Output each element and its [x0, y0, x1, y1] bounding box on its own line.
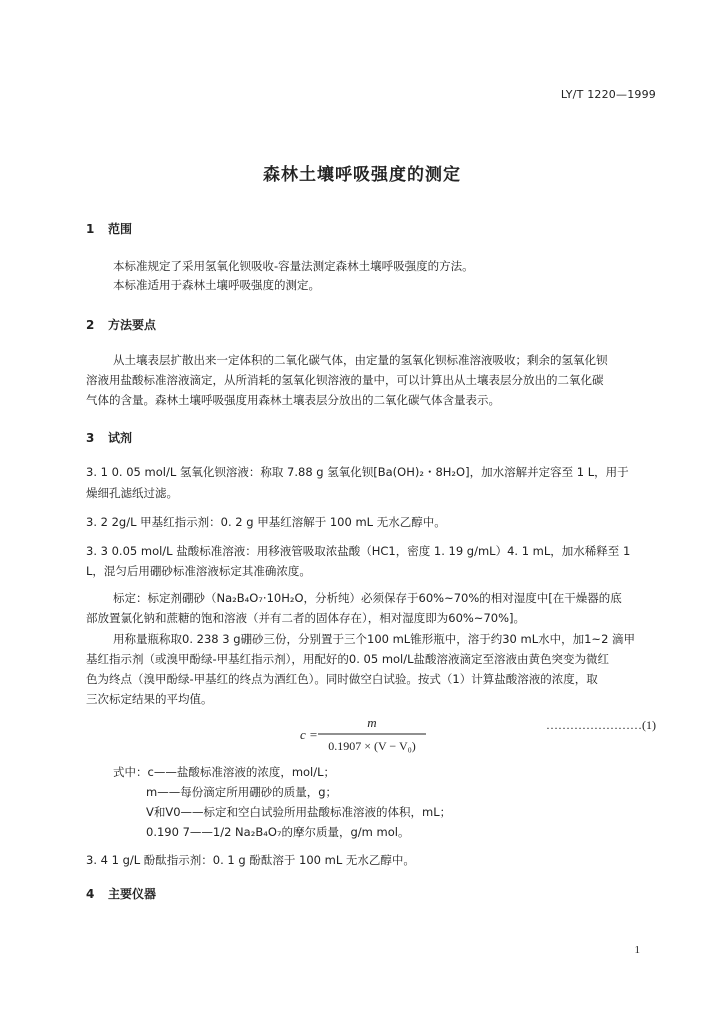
reagent-3-1-cont: 燥细孔滤纸过滤。 — [86, 486, 178, 500]
page-number: 1 — [634, 944, 640, 956]
procedure-line: 三次标定结果的平均值。 — [86, 692, 213, 706]
reagent-3-3-cont: L，混匀后用硼砂标准溶液标定其准确浓度。 — [86, 564, 311, 578]
formula-numerator: m — [367, 715, 377, 730]
formula-legend-3: V和V0——标定和空白试验所用盐酸标准溶液的体积，mL； — [146, 805, 452, 819]
formula-denominator: 0.1907 × (V − V₀) — [328, 739, 416, 753]
formula-number: ……………………(1) — [546, 718, 656, 732]
section-heading-3 — [86, 429, 132, 446]
formula-graphic — [300, 712, 430, 756]
calibration-line: 部放置氯化钠和蔗糖的饱和溶液（并有二者的固体存在），相对湿度即为60%~70%]。 — [86, 611, 525, 625]
formula-legend-4: 0.190 7——1/2 Na₂B₄O₇的摩尔质量，g/m mol。 — [146, 825, 410, 839]
section-number: 1 — [86, 222, 95, 236]
formula-legend-1: 式中：c——盐酸标准溶液的浓度，mol/L； — [113, 765, 336, 779]
section-heading-4 — [86, 885, 156, 902]
paragraph-line: 气体的含量。森林土壤呼吸强度用森林土壤表层分放出的二氧化碳气体含量表示。 — [86, 393, 500, 407]
page-title: 森林土壤呼吸强度的测定 — [263, 165, 461, 185]
procedure-line: 基红指示剂（或溴甲酚绿-甲基红指示剂），用配好的0. 05 mol/L盐酸溶液滴定至溶液由黄色突变为微红 — [86, 652, 610, 666]
paragraph-line: 溶液用盐酸标准溶液滴定，从所消耗的氢氧化钡溶液的量中，可以计算出从土壤表层分放出的二氧化碳 — [86, 373, 604, 387]
section-number: 2 — [86, 318, 95, 332]
formula-lhs: c = — [300, 727, 318, 742]
section-title: 方法要点 — [108, 318, 157, 332]
paragraph-line: 从土壤表层扩散出来一定体积的二氧化碳气体，由定量的氢氧化钡标准溶液吸收；剩余的氢氧化钡 — [113, 353, 608, 367]
formula — [300, 712, 430, 756]
section-title: 范围 — [108, 222, 133, 236]
reagent-3-4: 3. 4 1 g/L 酚酞指示剂：0. 1 g 酚酞溶于 100 mL 无水乙醇中。 — [86, 853, 415, 867]
section-number: 3 — [86, 431, 95, 445]
reagent-3-2: 3. 2 2g/L 甲基红指示剂：0. 2 g 甲基红溶解于 100 mL 无水乙醇中。 — [86, 515, 446, 529]
section-number: 4 — [86, 887, 95, 901]
reagent-3-1: 3. 1 0. 05 mol/L 氢氧化钡溶液：称取 7.88 g 氢氧化钡[Ba(OH)₂・8H₂O]，加水溶解并定容至 1 L，用于 — [86, 465, 629, 479]
standard-code: LY/T 1220—1999 — [560, 88, 656, 101]
calibration-line: 标定：标定剂硼砂（Na₂B₄O₇·10H₂O，分析纯）必须保存于60%~70%的相对湿度中[在干燥器的底 — [113, 591, 622, 605]
section-title: 主要仪器 — [108, 887, 157, 901]
procedure-line: 色为终点（溴甲酚绿-甲基红的终点为酒红色）。同时做空白试验。按式（1）计算盐酸溶液的浓度，取 — [86, 672, 598, 686]
section-title: 试剂 — [108, 431, 133, 445]
reagent-3-3: 3. 3 0.05 mol/L 盐酸标准溶液：用移液管吸取浓盐酸（HC1，密度 1. 19 g/mL）4. 1 mL，加水稀释至 1 — [86, 544, 631, 558]
section-heading-1 — [86, 220, 132, 237]
procedure-line: 用称量瓶称取0. 238 3 g硼砂三份，分别置于三个100 mL锥形瓶中，溶于约30 mL水中，加1~2 滴甲 — [113, 632, 636, 646]
section-heading-2 — [86, 316, 156, 333]
paragraph: 本标准适用于森林土壤呼吸强度的测定。 — [113, 278, 320, 292]
paragraph: 本标准规定了采用氢氧化钡吸收-容量法测定森林土壤呼吸强度的方法。 — [113, 259, 474, 273]
formula-legend-2: m——每份滴定所用硼砂的质量，g； — [146, 785, 338, 799]
